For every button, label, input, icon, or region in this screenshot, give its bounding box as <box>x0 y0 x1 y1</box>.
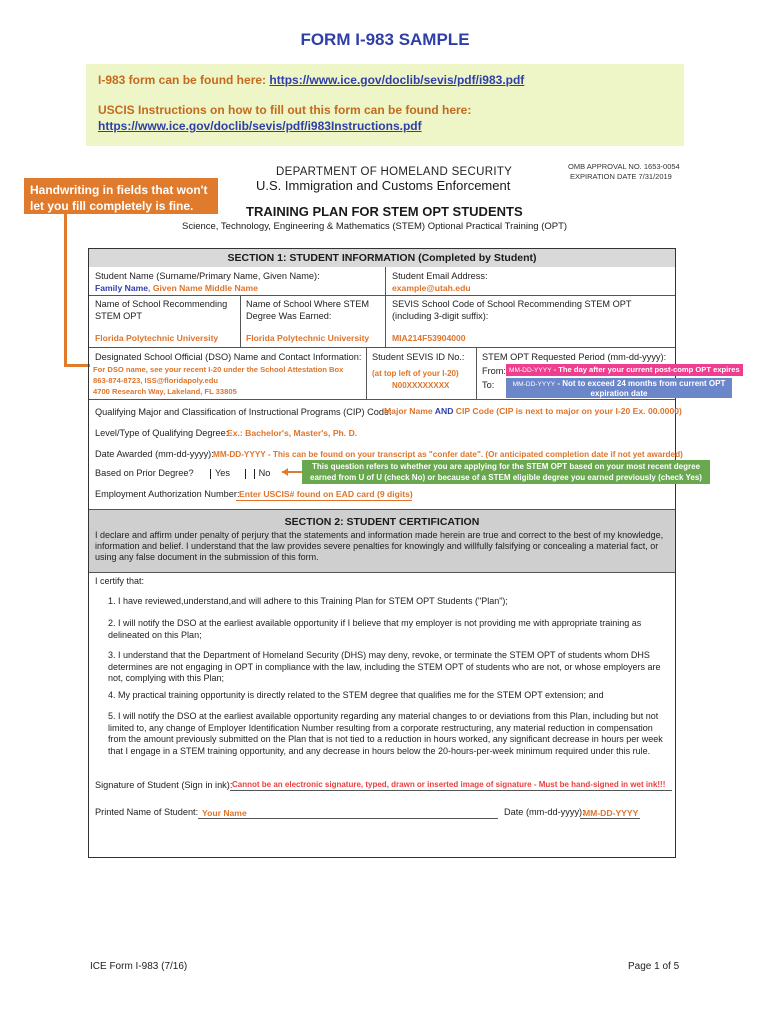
school-rec-fill[interactable]: Florida Polytechnic University <box>95 333 219 343</box>
degree-label: Level/Type of Qualifying Degree: <box>95 428 229 438</box>
signature-fill[interactable]: Cannot be an electronic signature, typed, drawn or inserted image of signature - Must be hand-signed in wet ink!!! <box>232 780 666 789</box>
section2-heading: SECTION 2: STUDENT CERTIFICATION <box>284 516 480 528</box>
footer-page: Page 1 of 5 <box>628 961 680 972</box>
no-label: No <box>258 468 271 478</box>
sevis-id-fill[interactable]: N00XXXXXXXX <box>392 381 450 390</box>
sevis-code-fill[interactable]: MIA214F53904000 <box>392 333 466 343</box>
from-date-fill[interactable]: MM-DD-YYYY - The day after your current post-comp OPT expires <box>506 364 743 376</box>
family-name-fill[interactable]: Family Name <box>95 283 149 293</box>
prior-degree-options <box>206 467 270 479</box>
school-rec-label: Name of School Recommending STEM OPT <box>95 299 228 321</box>
omb-expiration: EXPIRATION DATE 7/31/2019 <box>570 172 672 181</box>
date-awarded-label: Date Awarded (mm-dd-yyyy): <box>95 449 214 459</box>
yes-checkbox[interactable] <box>210 469 211 479</box>
dept-name: DEPARTMENT OF HOMELAND SECURITY <box>276 166 513 178</box>
period-label: STEM OPT Requested Period (mm-dd-yyyy): <box>482 352 667 362</box>
footer-form-id: ICE Form I-983 (7/16) <box>90 961 188 972</box>
date-awarded-fill[interactable]: MM-DD-YYYY - This can be found on your transcript as "confer date". (Or anticipated completion date if not yet awarded) <box>213 450 683 459</box>
school-deg-fill[interactable]: Florida Polytechnic University <box>246 333 370 343</box>
major-label: Qualifying Major and Classification of Instructional Programs (CIP) Code: <box>95 407 392 417</box>
cert-item-4: 4. My practical training opportunity is directly related to the STEM degree that qualifies me for the STEM OPT extension; and <box>108 690 604 700</box>
email-fill[interactable]: example@utah.edu <box>392 283 471 293</box>
no-checkbox[interactable] <box>245 469 246 479</box>
certify-label: I certify that: <box>95 576 145 586</box>
agency-name: U.S. Immigration and Customs Enforcement <box>256 178 511 193</box>
from-label: From: <box>482 366 506 376</box>
page-title: FORM I-983 SAMPLE <box>300 30 470 49</box>
email-label: Student Email Address: <box>392 271 488 281</box>
sevis-id-hint: (at top left of your I-20) <box>372 369 459 378</box>
printed-name-fill[interactable]: Your Name <box>202 808 247 818</box>
dso-address-fill[interactable]: 4700 Research Way, Lakeland, FL 33805 <box>93 387 237 396</box>
callout-connector <box>64 214 67 364</box>
handwriting-callout: Handwriting in fields that won't let you fill completely is fine. <box>24 178 218 214</box>
dso-contact-fill[interactable]: 863-874-8723, ISS@floridapoly.edu <box>93 376 219 385</box>
yes-label: Yes <box>215 468 230 478</box>
cert-item-3: 3. I understand that the Department of Homeland Security (DHS) may deny, revoke, or terminate the STEM OPT of students whom DHS determines are not engaging in OPT in compliance with the law, including the STEM OPT of students who are not, or whose employers are not, complying with this Plan; <box>108 650 661 683</box>
form-link-label: I-983 form can be found here: <box>98 73 270 87</box>
sevis-id-label: Student SEVIS ID No.: <box>372 352 465 362</box>
to-label: To: <box>482 380 495 390</box>
prior-degree-note: This question refers to whether you are applying for the STEM OPT based on your most recent degree earned from U of U (check No) or because of a STEM eligible degree you earned previously (check Yes) <box>302 460 710 484</box>
form-link[interactable]: https://www.ice.gov/doclib/sevis/pdf/i983.pdf <box>269 73 525 87</box>
student-name-label: Student Name (Surname/Primary Name, Given Name): <box>95 271 320 281</box>
ead-label: Employment Authorization Number: <box>95 489 240 499</box>
printed-name-label: Printed Name of Student: <box>95 807 199 817</box>
form-subtitle: Science, Technology, Engineering & Mathematics (STEM) Optional Practical Training (OPT) <box>182 221 568 232</box>
major-fill[interactable]: Major Name AND CIP Code (CIP is next to major on your I-20 Ex. 00.0000) <box>384 406 682 416</box>
cert-item-1: 1. I have reviewed,understand,and will adhere to this Training Plan for STEM OPT Students ("Plan"); <box>108 596 508 606</box>
sign-date-fill[interactable]: MM-DD-YYYY <box>583 808 639 818</box>
section1-heading: SECTION 1: STUDENT INFORMATION (Completed by Student) <box>89 249 675 267</box>
prior-degree-label: Based on Prior Degree? <box>95 468 194 478</box>
sevis-code-label: SEVIS School Code of School Recommending STEM OPT (including 3-digit suffix): <box>392 299 632 321</box>
degree-fill[interactable]: Ex.: Bachelor's, Master's, Ph. D. <box>227 428 358 438</box>
to-date-fill[interactable]: MM-DD-YYYY - Not to exceed 24 months from current OPT expiration date <box>506 378 732 398</box>
instructions-link[interactable]: https://www.ice.gov/doclib/sevis/pdf/i983Instructions.pdf <box>98 119 422 133</box>
omb-approval: OMB APPROVAL NO. 1653-0054 <box>568 162 680 171</box>
cert-item-5: 5. I will notify the DSO at the earliest available opportunity regarding any material changes to or deviations from this Plan, including but not limited to, any change of Employer Identification Number resulting from a corporate restructuring, any material reduction in compensation from the amount previously submitted on the Plan that is not tied to a reduction in hours worked, any significant decrease in hours per week that I engage in a STEM training opportunity, and any decrease in hours below the 20-hours-per-week minimum required under this rule. <box>108 711 663 756</box>
instructions-label: USCIS Instructions on how to fill out this form can be found here: <box>98 103 472 117</box>
dso-name-fill[interactable]: For DSO name, see your recent I-20 under the School Attestation Box <box>93 365 344 374</box>
school-deg-label: Name of School Where STEM Degree Was Earned: <box>246 299 370 321</box>
signature-label: Signature of Student (Sign in ink): <box>95 780 233 790</box>
declaration-text: I declare and affirm under penalty of perjury that the statements and information made herein are true and correct to the best of my knowledge, information and belief. I understand that the law provides severe penalties for knowingly and willfully falsifying or concealing a material fact, or using any false document in the submission of this form. <box>95 530 664 562</box>
callout-connector-h <box>64 364 90 367</box>
ead-fill[interactable]: Enter USCIS# found on EAD card (9 digits) <box>239 489 413 499</box>
given-name-fill[interactable]: Given Name Middle Name <box>152 283 258 293</box>
sign-date-label: Date (mm-dd-yyyy): <box>504 807 585 817</box>
cert-item-2: 2. I will notify the DSO at the earliest available opportunity if I believe that my employer is not providing me with appropriate training as delineated on this Plan; <box>108 618 642 640</box>
form-title: TRAINING PLAN FOR STEM OPT STUDENTS <box>246 204 523 219</box>
info-box <box>86 64 684 146</box>
dso-label: Designated School Official (DSO) Name and Contact Information: <box>95 352 362 362</box>
